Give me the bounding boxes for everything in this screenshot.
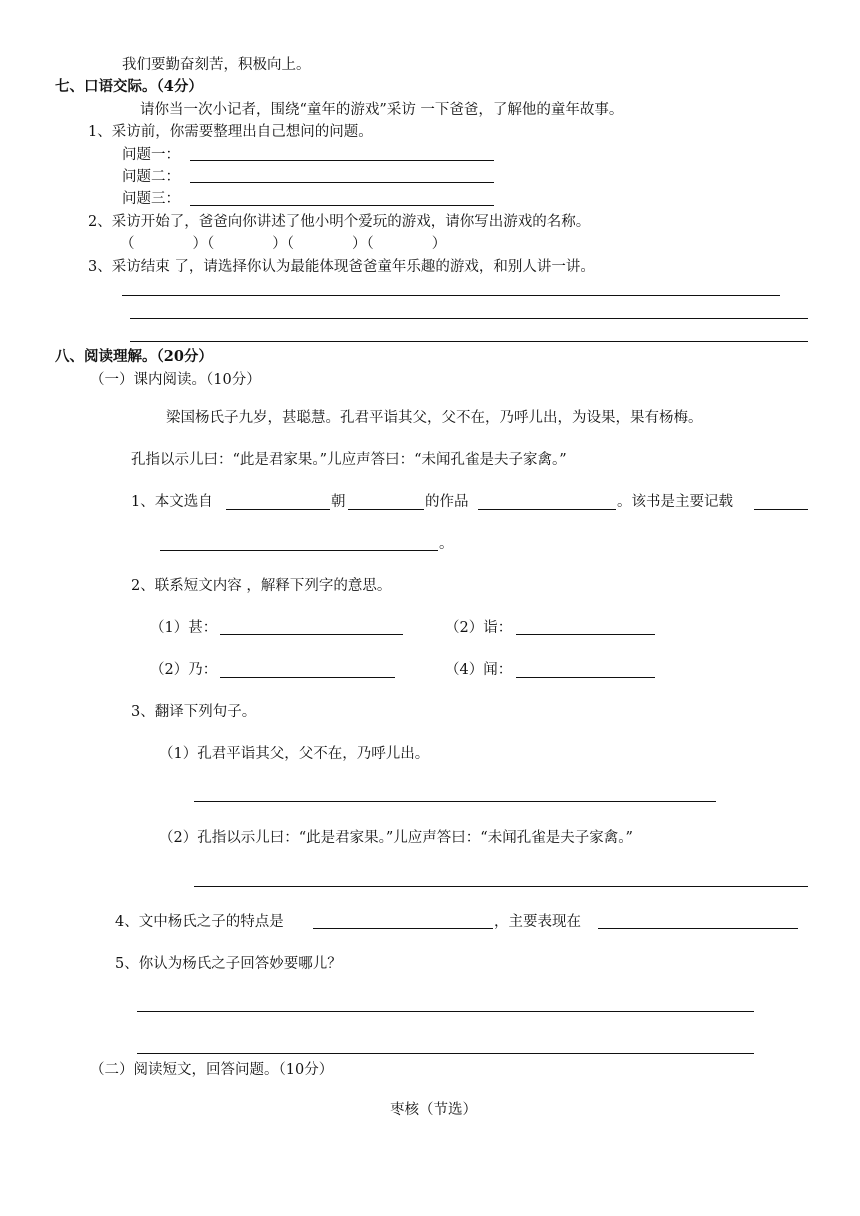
passage-line-1: 梁国杨氏子九岁，甚聪慧。孔君平诣其父，父不在，乃呼儿出，为设果，果有杨梅。 <box>166 410 703 426</box>
translate-sentence-2: （2）孔指以示儿曰：“此是君家果。”儿应声答曰：“未闻孔雀是夫子家禽。” <box>159 830 633 846</box>
translate-sentence-1: （1）孔君平诣其父，父不在，乃呼儿出。 <box>159 746 430 762</box>
part2-subtitle: 枣核（节选） <box>390 1102 477 1118</box>
section7-q3: 3、采访结束 了，请选择你认为最能体现爸爸童年乐趣的游戏，和别人讲一讲。 <box>88 259 595 275</box>
question-label-3: 问题三： <box>122 191 180 207</box>
section7-q1: 1、采访前，你需要整理出自己想问的问题。 <box>88 124 373 140</box>
word-label-1: （1）甚： <box>150 620 218 636</box>
question-label-2: 问题二： <box>122 169 180 185</box>
word-label-2: （2）诣： <box>445 620 513 636</box>
word-label-4: （4）闻： <box>445 662 513 678</box>
word-label-3: （2）乃： <box>150 662 218 678</box>
reading-q4-a: 4、文中杨氏之子的特点是 <box>115 914 284 930</box>
question-label-1: 问题一： <box>122 147 180 163</box>
reading-q1-d: 。该书是主要记载 <box>617 494 733 510</box>
blank-dynasty[interactable] <box>226 509 330 510</box>
blank-word-2[interactable] <box>516 634 655 635</box>
blank-author[interactable] <box>348 509 424 510</box>
blank-word-1[interactable] <box>220 634 403 635</box>
blank-word-3[interactable] <box>220 677 395 678</box>
blank-evidence[interactable] <box>598 928 798 929</box>
top-line: 我们要勤奋刻苦，积极向上。 <box>122 57 311 73</box>
part1-title: （一）课内阅读。（10分） <box>90 372 261 388</box>
reading-q3: 3、翻译下列句子。 <box>131 704 257 720</box>
blank-trait[interactable] <box>313 928 493 929</box>
answer-line-question-1[interactable] <box>190 160 494 161</box>
blank-content-2[interactable] <box>160 550 438 551</box>
reading-q1-b: 朝 <box>331 494 346 510</box>
game-name-blanks[interactable]: （ ）（ ）（ ）（ ） <box>120 236 447 252</box>
part2-title: （二）阅读短文，回答问题。（10分） <box>90 1062 334 1078</box>
section7-intro: 请你当一次小记者，围绕“童年的游戏”采访 一下爸爸，了解他的童年故事。 <box>140 102 624 118</box>
answer-line-q3-3[interactable] <box>130 341 808 342</box>
blank-q5-1[interactable] <box>137 1011 754 1012</box>
blank-word-4[interactable] <box>516 677 655 678</box>
reading-q5: 5、你认为杨氏之子回答妙要哪儿？ <box>115 956 342 972</box>
blank-work[interactable] <box>478 509 616 510</box>
answer-line-q3-1[interactable] <box>122 295 780 296</box>
answer-line-q3-2[interactable] <box>130 318 808 319</box>
blank-q5-2[interactable] <box>137 1053 754 1054</box>
reading-q1-end: 。 <box>439 536 454 552</box>
answer-line-question-2[interactable] <box>190 182 494 183</box>
section8-heading: 八、阅读理解。（20分） <box>55 348 213 365</box>
reading-q1-c: 的作品 <box>425 494 469 510</box>
answer-line-question-3[interactable] <box>190 205 494 206</box>
section7-heading: 七、口语交际。（4分） <box>55 78 203 95</box>
passage-line-2: 孔指以示儿曰：“此是君家果。”儿应声答曰：“未闻孔雀是夫子家禽。” <box>131 452 567 468</box>
reading-q1-a: 1、本文选自 <box>131 494 213 510</box>
blank-translation-1[interactable] <box>194 801 716 802</box>
section7-q2: 2、采访开始了，爸爸向你讲述了他小明个爱玩的游戏，请你写出游戏的名称。 <box>88 214 591 230</box>
blank-translation-2[interactable] <box>194 886 808 887</box>
reading-q2: 2、联系短文内容 ，解释下列字的意思。 <box>131 578 392 594</box>
reading-q4-b: ，主要表现在 <box>494 914 581 930</box>
blank-content-1[interactable] <box>754 509 808 510</box>
